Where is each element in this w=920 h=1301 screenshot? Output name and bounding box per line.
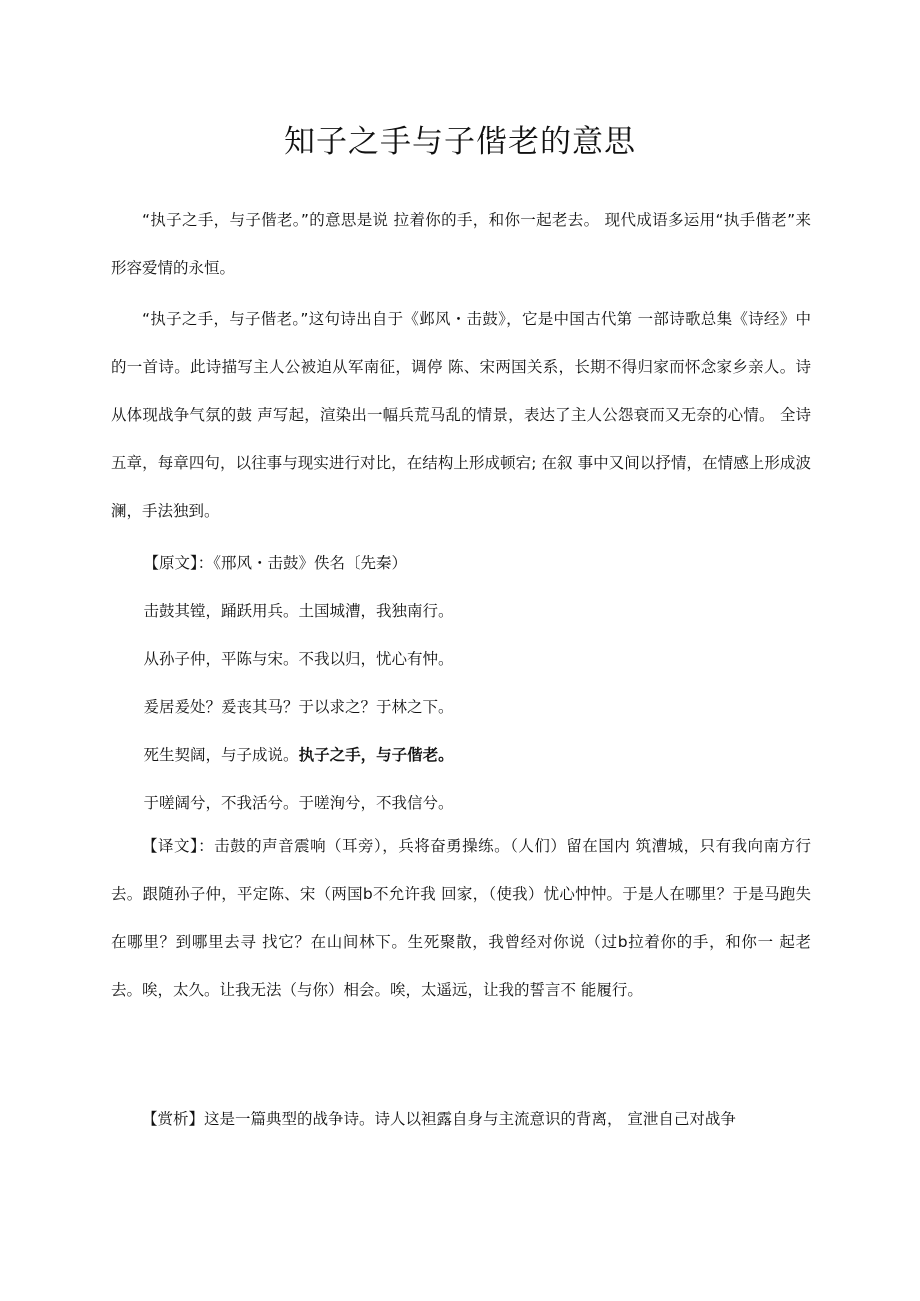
translation-paragraph: 【译文】：击鼓的声音震响（耳旁），兵将奋勇操练。（人们）留在国内 筑漕城，只有我向南方行去。跟随孙子仲，平定陈、宋（两国b不允许我 回家，（使我）忧心忡忡。于是人在哪里？于是马跑失在哪里？到哪里去寻 找它？在山间林下。生死聚散，我曾经对你说（过b拉着你的手，和你一 起老去。唉，太久。让我无法（与你）相会。唉，太遥远，让我的誓言不 能履行。 (111, 837, 811, 999)
origin-paragraph: “执子之手，与子偕老。”这句诗出自于《邺风・击鼓》，它是中国古代第 一部诗歌总集《诗经》中的一首诗。此诗描写主人公被迫从军南征，调停 陈、宋两国关系，长期不得归家而怀念家乡亲人。诗从体现战争气氛的鼓 声写起，渲染出一幅兵荒马乱的情景，表达了主人公怨衰而又无奈的心情。 全诗五章，每章四句，以往事与现实进行对比，在结构上形成顿宕; 在叙 事中又间以抒情，在情感上形成波澜，手法独到。 (111, 310, 811, 520)
poem-line: 击鼓其镗，踊跃用兵。土国城漕，我独南行。 (143, 602, 454, 620)
original-text-section (111, 539, 811, 827)
meaning-paragraph: “执子之手，与子偕老。”的意思是说 拉着你的手，和你一起老去。 现代成语多运用“执手偕老”来形容爱情的永恒。 (111, 211, 811, 277)
appreciation-section (111, 1095, 811, 1143)
poem-line: 从孙子仲，平陈与宋。不我以归，忧心有忡。 (143, 650, 454, 668)
page-title: 知子之手与子偕老的意思 (284, 123, 636, 160)
poem-line (111, 731, 811, 779)
origin-section (111, 295, 811, 535)
poem-line: 爰居爰处？爰丧其马？于以求之？于林之下。 (143, 698, 454, 716)
original-text-header: 【原文】：《邢风・击鼓》佚名〔先秦） (143, 554, 408, 572)
poem-line-plain: 死生契阔，与子成说。 (143, 746, 299, 764)
translation-section (111, 822, 811, 1014)
poem-line-highlight: 执子之手，与子偕老。 (298, 746, 454, 764)
meaning-section (111, 196, 811, 292)
appreciation-paragraph: 【赏析】这是一篇典型的战争诗。诗人以袒露自身与主流意识的背离， 宣泄自己对战争 (142, 1110, 736, 1128)
poem-line: 于嗟阔兮，不我活兮。于嗟洵兮，不我信兮。 (143, 794, 454, 812)
